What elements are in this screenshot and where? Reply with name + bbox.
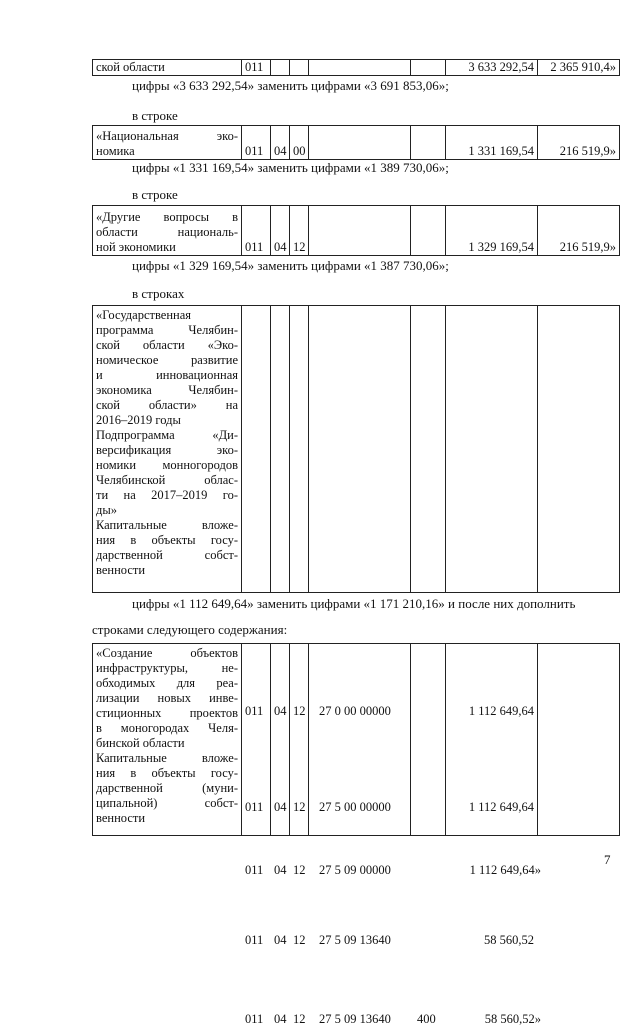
amount-2018: 1 329 169,54 xyxy=(446,206,538,256)
table-row-national-economy xyxy=(92,125,620,160)
target-article-col: 27 5 09 13640 27 5 09 13640 xyxy=(309,644,411,836)
page-number: 7 xyxy=(604,852,611,867)
table-block-infrastructure xyxy=(92,643,620,1026)
code-subsection: 00 xyxy=(290,126,309,160)
code-subsection: 12 xyxy=(290,206,309,256)
table-row-oblast xyxy=(92,59,620,76)
expense-type-col xyxy=(411,306,446,593)
amount-2018: 3 633 292,54 xyxy=(446,60,538,76)
amount-col: 58 560,52 58 560,52» xyxy=(446,644,538,836)
in-row-label-2: в строке xyxy=(132,187,178,202)
expense-type-col: 400 xyxy=(411,644,446,836)
replace-instruction-1: цифры «3 633 292,54» заменить цифрами «3 691 853,06»; xyxy=(132,78,449,93)
table-row-other-economy xyxy=(92,205,620,256)
replace-instruction-4-line2: строками следующего содержания: xyxy=(92,622,288,637)
row-name: «Создание объектов инфраструктуры, не- обходимых для реа- лизации новых инве- стиционных проектов в моногородах Челя- бинской области Капитальные вложе- ния в объекты госу- дарственной (муни- ципальной) собст- венности xyxy=(93,644,242,836)
amount-2018: 1 331 169,54 xyxy=(446,126,538,160)
row-name: «Национальная эко- номика xyxy=(93,126,242,160)
row-name: «Другие вопросы в области националь- ной экономики xyxy=(93,206,242,256)
code-section: 04 xyxy=(271,126,290,160)
amount-col: 1 112 649,64 1 112 649,64 1 112 649,64» xyxy=(446,306,538,593)
amount-2019: 216 519,9» xyxy=(538,126,620,160)
code-section-col: 04 04 xyxy=(271,644,290,836)
code-ministry: 011 xyxy=(242,126,271,160)
row-name: «Государственная программа Челябин- ской области «Эко- номическое развитие и инновационная экономика Челябин- ской области» на 2016–2019 годы Подпрограмма «Ди- версификация эко- номики монногородов Челябинской облас- ти на 2017–2019 го- ды» Капитальные вложе- ния в объекты госу- дарственной собст- венности xyxy=(93,306,242,593)
code-subsection-col: 12 12 xyxy=(290,644,309,836)
code-ministry: 011 xyxy=(242,60,271,76)
row-name: ской области xyxy=(93,60,242,76)
code-subsection-col: 12 12 12 xyxy=(290,306,309,593)
code-ministry-col: 011 011 011 xyxy=(242,306,271,593)
replace-instruction-4-line1: цифры «1 112 649,64» заменить цифрами «1 171 210,16» и после них дополнить xyxy=(132,596,576,611)
code-section-col: 04 04 04 xyxy=(271,306,290,593)
in-row-label-1: в строке xyxy=(132,108,178,123)
amount-2019: 216 519,9» xyxy=(538,206,620,256)
target-article-col: 27 0 00 00000 27 5 00 00000 27 5 09 00000 xyxy=(309,306,411,593)
replace-instruction-3: цифры «1 329 169,54» заменить цифрами «1 387 730,06»; xyxy=(132,258,449,273)
code-section: 04 xyxy=(271,206,290,256)
code-ministry-col: 011 011 xyxy=(242,644,271,836)
replace-instruction-2: цифры «1 331 169,54» заменить цифрами «1 389 730,06»; xyxy=(132,160,449,175)
in-rows-label: в строках xyxy=(132,286,185,301)
code-ministry: 011 xyxy=(242,206,271,256)
amount-2019: 2 365 910,4» xyxy=(538,60,620,76)
